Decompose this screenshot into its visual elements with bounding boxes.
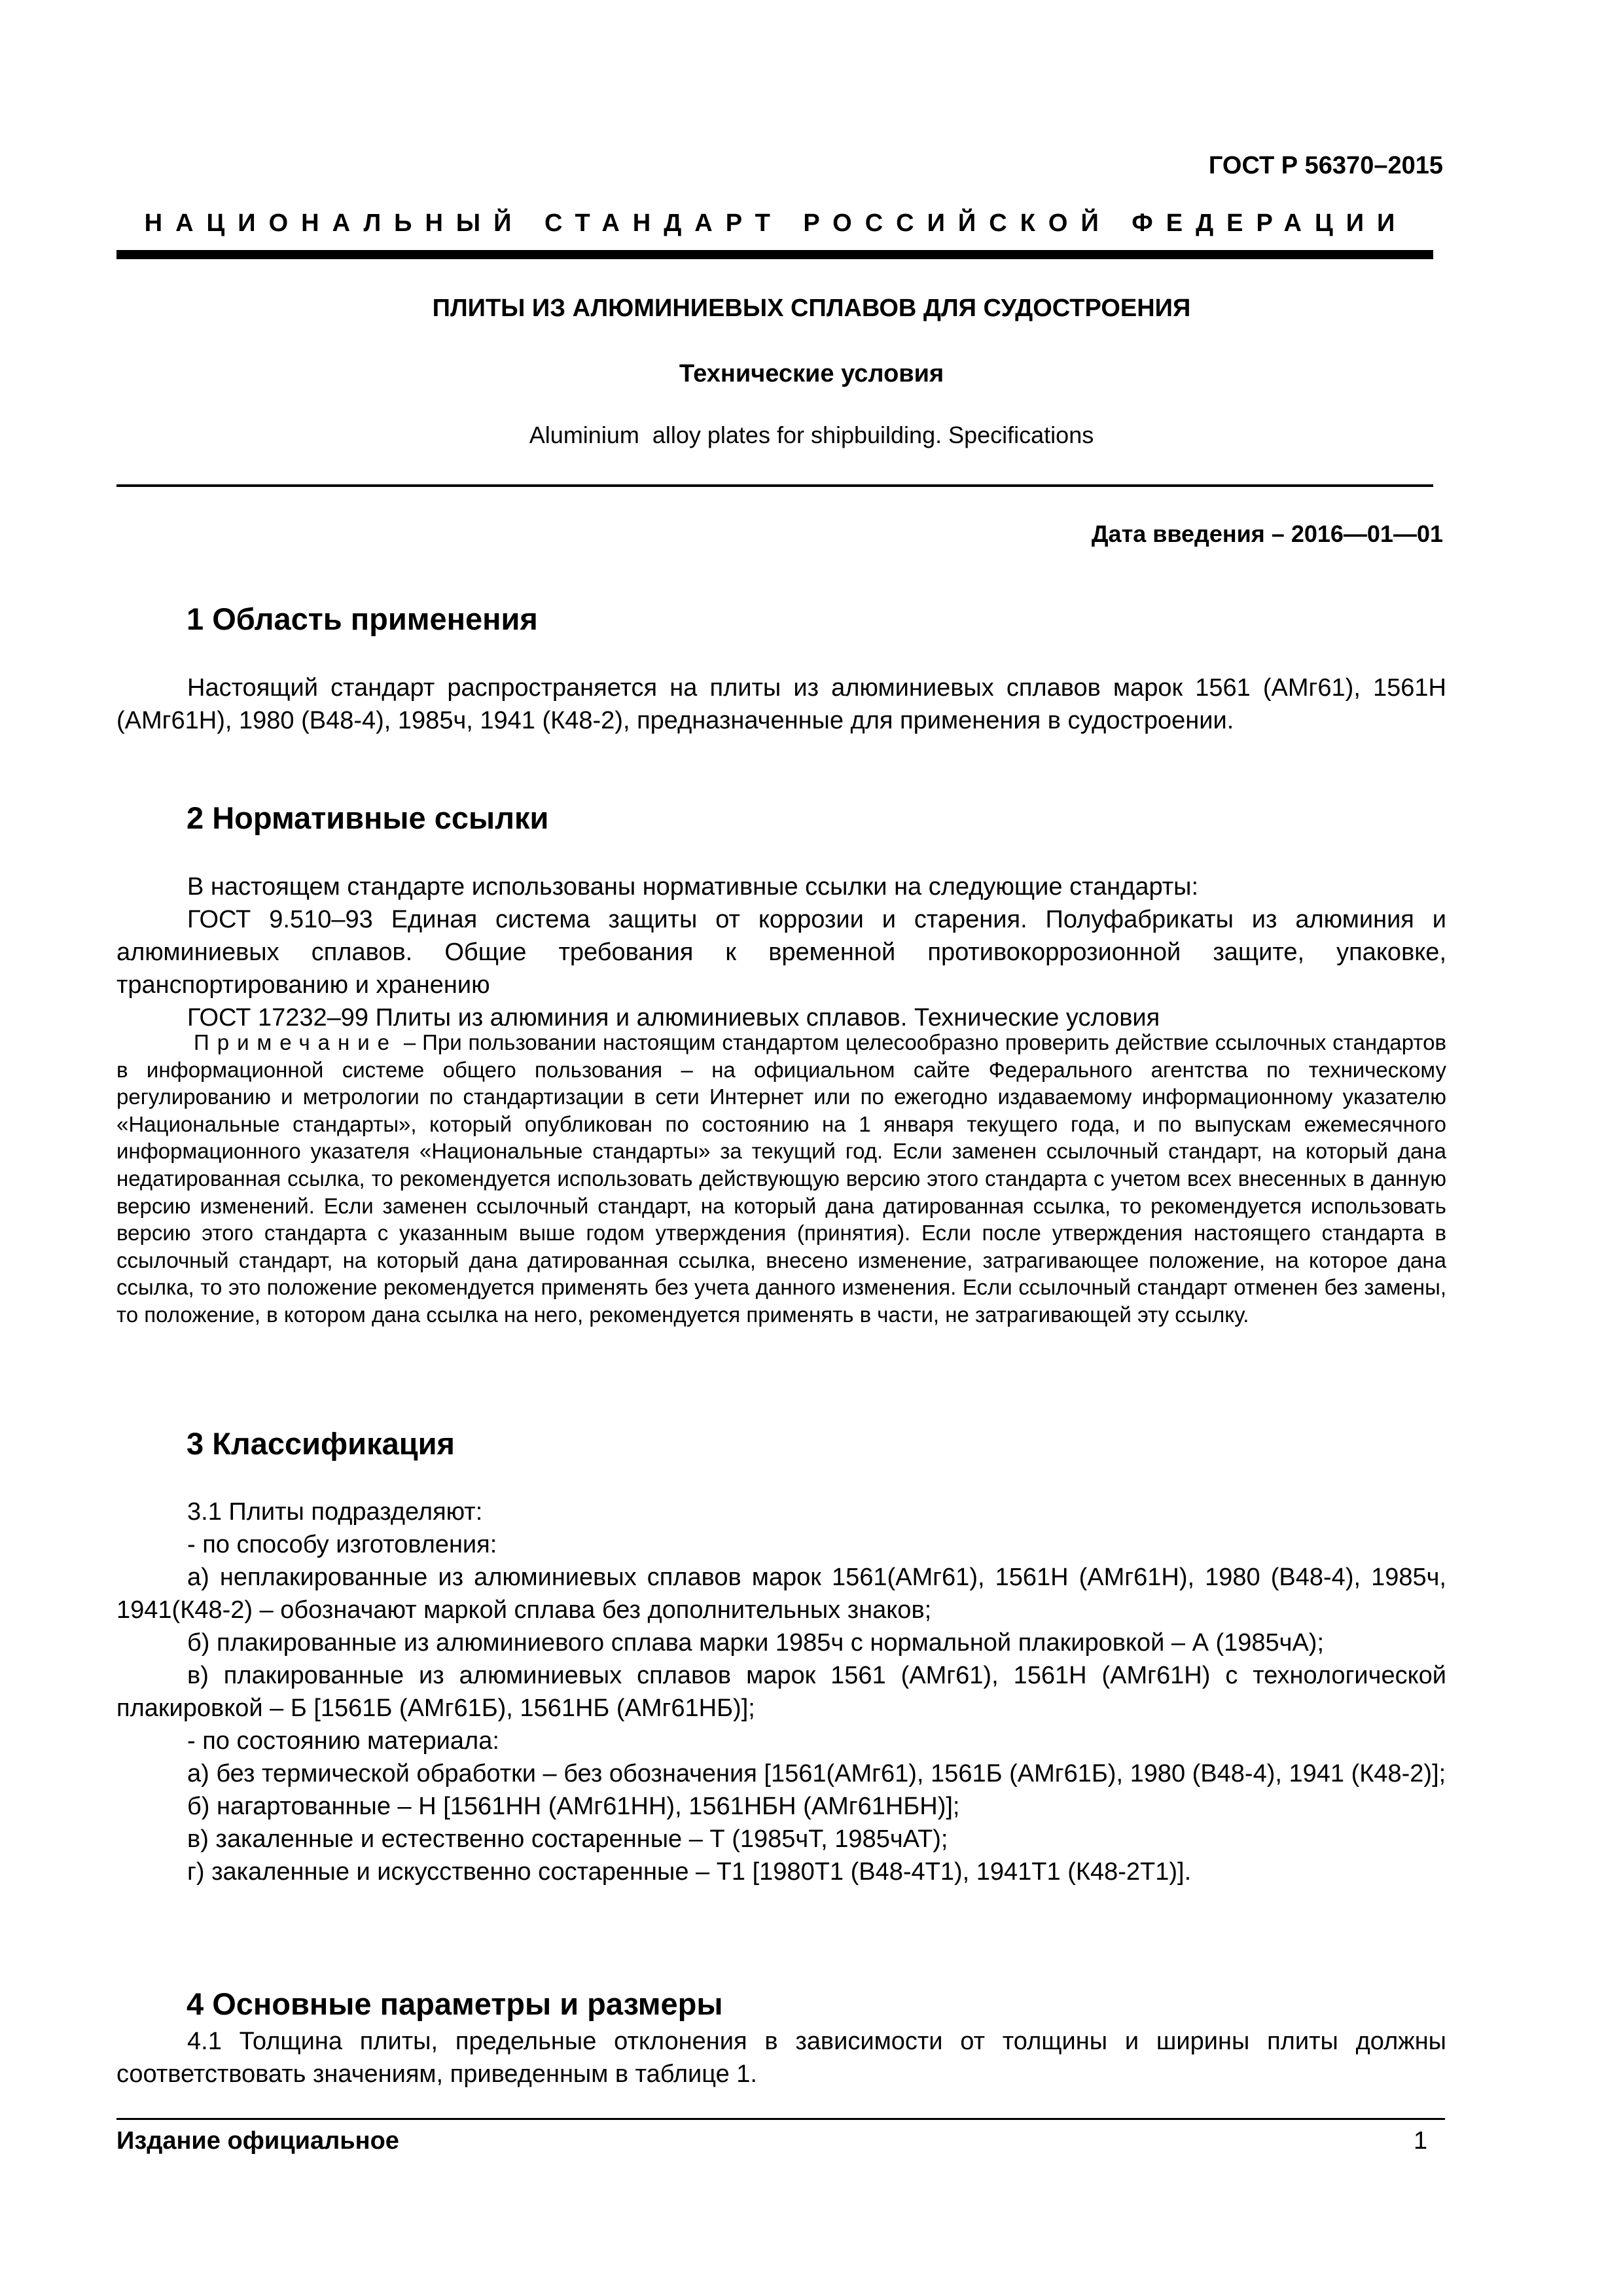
section-3-heading: 3 Классификация [187,1426,455,1461]
section-4-body [116,2025,1446,2090]
section-2-body [116,870,1446,1034]
list-item: б) плакированные из алюминиевого сплава марки 1985ч с нормальной плакировкой – А (1985чА); [187,1629,1325,1657]
reference-gost-9-510: ГОСТ 9.510–93 Единая система защиты от коррозии и старения. Полуфабрикаты из алюминия и алюминиевых сплавов. Общие требования к временной противокоррозионной защите, упаковке, транспортированию и хранению [116,906,1446,999]
section-1-body [116,672,1446,737]
english-title: Aluminium alloy plates for shipbuilding. Specifications [529,422,1094,448]
list-heading: - по состоянию материала: [187,1727,499,1755]
header-divider-thick [116,250,1433,259]
reference-gost-17232: ГОСТ 17232–99 Плиты из алюминия и алюминиевых сплавов. Технические условия [187,1004,1160,1031]
paragraph: В настоящем стандарте использованы нормативные ссылки на следующие стандарты: [187,873,1199,901]
paragraph: 3.1 Плиты подразделяют: [187,1498,483,1526]
section-4-heading: 4 Основные параметры и размеры [187,1986,723,2021]
list-heading: - по способу изготовления: [187,1531,497,1558]
national-standard-banner: НАЦИОНАЛЬНЫЙ СТАНДАРТ РОССИЙСКОЙ ФЕДЕРАЦИИ [144,209,1408,237]
section-2-heading: 2 Нормативные ссылки [187,800,549,835]
paragraph: Настоящий стандарт распространяется на плиты из алюминиевых сплавов марок 1561 (АМг61), 1561Н (АМг61Н), 1980 (В48-4), 1985ч, 1941 (К48-2), предназначенные для применения в судостроении. [116,674,1446,734]
note-text: – При пользовании настоящим стандартом целесообразно проверить действие ссылочных стандартов в информационной системе общего пользования – на официальном сайте Федерального агентства по техническому регулированию и метрологии по стандартизации в сети Интернет или по ежегодно издаваемому информационному указателю «Национальные стандарты», который опубликован по состоянию на 1 января текущего года, и по выпускам ежемесячного информационного указателя «Национальные стандарты» за текущий год. Если заменен ссылочный стандарт, на который дана недатированная ссылка, то рекомендуется использовать действующую версию этого стандарта с учетом всех внесенных в данную версию изменений. Если заменен ссылочный стандарт, на который дана датированная ссылка, то рекомендуется использовать версию этого стандарта с указанным выше годом утверждения (принятия). Если после утверждения настоящего стандарта в ссылочный стандарт, на который дана датированная ссылка, внесено изменение, затрагивающее положение, на которое дана ссылка, то это положение рекомендуется применять без учета данного изменения. Если ссылочный стандарт отменен без замены, то положение, в котором дана ссылка на него, рекомендуется применять в части, не затрагивающей эту ссылку. [116,1030,1446,1327]
list-item: а) неплакированные из алюминиевых сплавов марок 1561(АМг61), 1561Н (АМг61Н), 1980 (В48-4), 1985ч, 1941(К48-2) – обозначают маркой сплава без дополнительных знаков; [116,1564,1446,1624]
list-item: в) плакированные из алюминиевых сплавов марок 1561 (АМг61), 1561Н (АМг61Н) с технологической плакировкой – Б [1561Б (АМг61Б), 1561НБ (АМг61НБ)]; [116,1662,1446,1722]
note-label: Примечание [194,1030,398,1054]
paragraph: 4.1 Толщина плиты, предельные отклонения в зависимости от толщины и ширины плиты должны соответствовать значениям, приведенным в таблице 1. [116,2028,1446,2088]
note-block [116,1029,1446,1329]
list-item: в) закаленные и естественно состаренные – Т (1985чТ, 1985чАТ); [187,1825,948,1853]
title-divider [116,484,1433,487]
introduction-date: Дата введения – 2016—01—01 [1091,520,1443,547]
document-number: ГОСТ Р 56370–2015 [1208,152,1443,179]
page-number: 1 [1414,2127,1428,2155]
section-1-heading: 1 Область применения [187,601,538,636]
document-title: ПЛИТЫ ИЗ АЛЮМИНИЕВЫХ СПЛАВОВ ДЛЯ СУДОСТРОЕНИЯ [432,295,1191,322]
list-item: б) нагартованные – Н [1561НН (АМг61НН), 1561НБН (АМг61НБН)]; [187,1793,960,1820]
section-3-body [116,1496,1446,1888]
edition-label: Издание официальное [116,2127,399,2155]
document-subtitle: Технические условия [679,360,944,387]
list-item: г) закаленные и искусственно состаренные – Т1 [1980Т1 (В48-4Т1), 1941Т1 (К48-2Т1)]. [187,1858,1192,1886]
list-item: а) без термической обработки – без обозначения [1561(АМг61), 1561Б (АМг61Б), 1980 (В48-4), 1941 (К48-2)]; [187,1760,1446,1787]
footer-divider [116,2118,1445,2120]
